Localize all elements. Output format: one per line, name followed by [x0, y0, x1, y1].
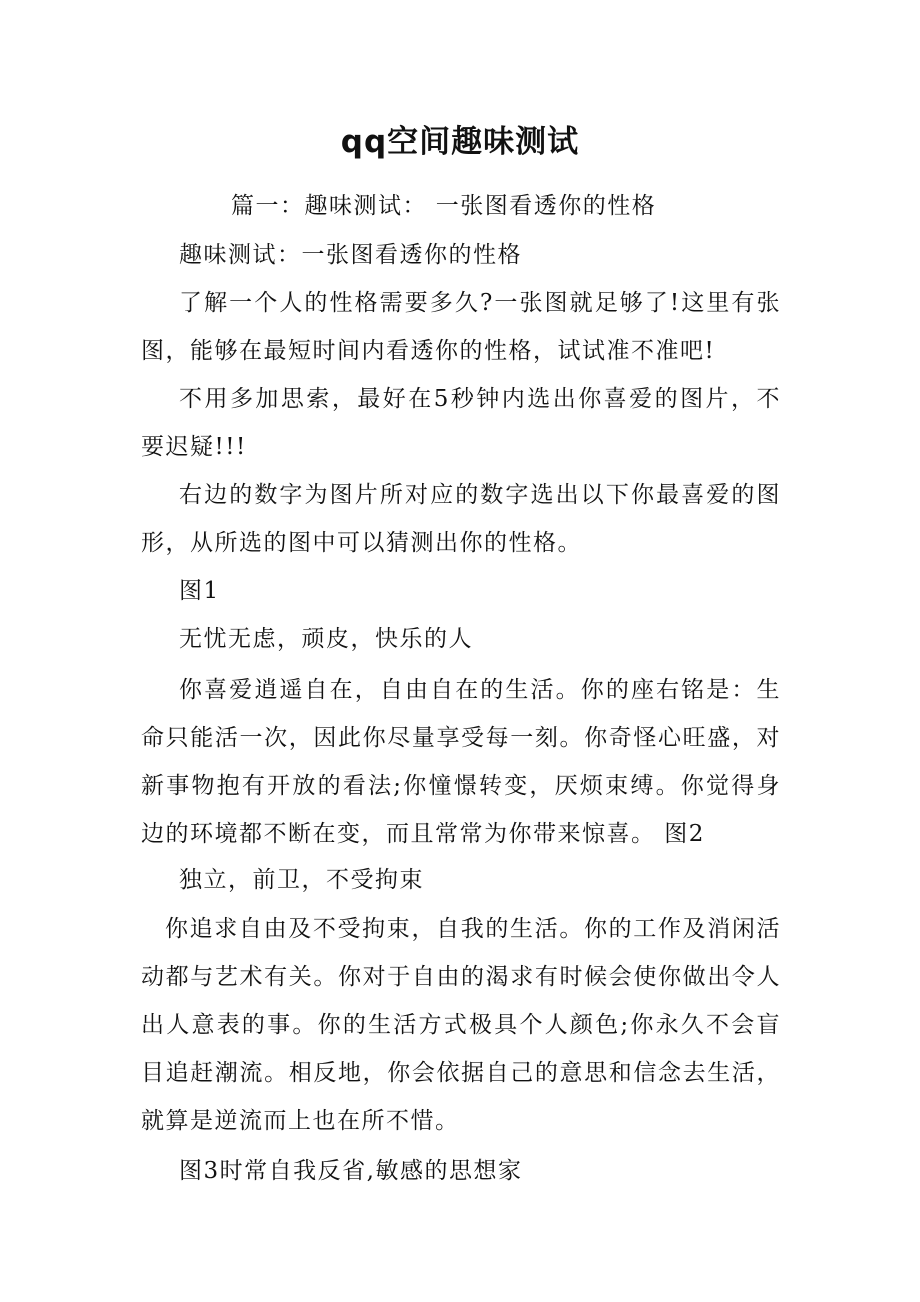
document-title: qq空间趣味测试 [340, 124, 580, 160]
intro-paragraph: 了解一个人的性格需要多久?一张图就足够了!这里有张图，能够在最短时间内看透你的性格，试试准不准吧! [141, 290, 781, 364]
section-heading: 篇一：趣味测试： 一张图看透你的性格 [231, 193, 657, 219]
figure1-label: 图1 [179, 578, 220, 604]
figure2-heading: 独立，前卫，不受拘束 [179, 867, 424, 893]
explanation-paragraph: 右边的数字为图片所对应的数字选出以下你最喜爱的图形，从所选的图中可以猜测出你的性格。 [141, 482, 781, 556]
figure3-line: 图3时常自我反省,敏感的思想家 [179, 1158, 523, 1184]
instruction-paragraph: 不用多加思索，最好在5秒钟内选出你喜爱的图片，不要迟疑!!! [141, 386, 781, 460]
figure2-body: 你追求自由及不受拘束，自我的生活。你的工作及消闲活动都与艺术有关。你对于自由的渴求有时候会使你做出令人出人意表的事。你的生活方式极具个人颜色;你永久不会盲目追赶潮流。相反地，你会依据自己的意思和信念去生活，就算是逆流而上也在所不惜。 [141, 916, 781, 1134]
figure1-heading: 无忧无虑，顽皮，快乐的人 [179, 626, 473, 652]
figure1-body: 你喜爱逍遥自在，自由自在的生活。你的座右铭是：生命只能活一次，因此你尽量享受每一刻。你奇怪心旺盛，对新事物抱有开放的看法;你憧憬转变，厌烦束缚。你觉得身边的环境都不断在变，而且常常为你带来惊喜。 图2 [141, 677, 781, 847]
subheading: 趣味测试：一张图看透你的性格 [179, 242, 522, 268]
